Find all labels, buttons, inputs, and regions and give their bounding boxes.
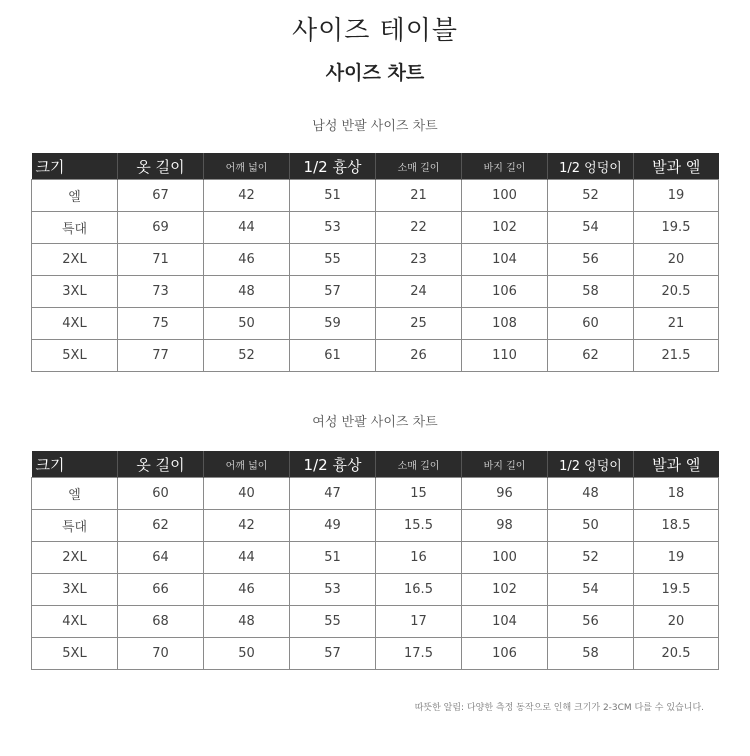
table-row	[32, 606, 719, 638]
header-pants-length: 바지 길이	[462, 451, 548, 478]
table-cell: 15.5	[376, 510, 462, 542]
table-cell: 50	[548, 510, 634, 542]
table-row	[32, 308, 719, 340]
table-row	[32, 638, 719, 670]
table-cell: 26	[376, 340, 462, 372]
header-length: 옷 길이	[118, 153, 204, 180]
table-cell: 62	[548, 340, 634, 372]
table-row	[32, 212, 719, 244]
page-title: 사이즈 테이블	[292, 16, 458, 46]
table-cell: 19.5	[634, 212, 719, 244]
table-cell: 20	[634, 244, 719, 276]
table-header-row	[32, 451, 719, 478]
women-table-caption: 여성 반팔 사이즈 차트	[312, 415, 438, 430]
table-cell: 108	[462, 308, 548, 340]
table-cell: 46	[204, 574, 290, 606]
table-cell: 5XL	[32, 340, 118, 372]
table-cell: 104	[462, 606, 548, 638]
table-cell: 20	[634, 606, 719, 638]
table-cell: 52	[204, 340, 290, 372]
table-cell: 48	[204, 606, 290, 638]
table-cell: 15	[376, 478, 462, 510]
table-cell: 4XL	[32, 606, 118, 638]
table-cell: 17.5	[376, 638, 462, 670]
men-table-caption: 남성 반팔 사이즈 차트	[312, 119, 438, 134]
header-size: 크기	[32, 451, 118, 478]
table-cell: 24	[376, 276, 462, 308]
table-row	[32, 542, 719, 574]
table-cell: 21	[634, 308, 719, 340]
header-shoulder: 어깨 넓이	[204, 153, 290, 180]
header-shoulder: 어깨 넓이	[204, 451, 290, 478]
table-cell: 73	[118, 276, 204, 308]
table-cell: 20.5	[634, 276, 719, 308]
table-cell: 96	[462, 478, 548, 510]
table-cell: 110	[462, 340, 548, 372]
table-cell: 52	[548, 542, 634, 574]
table-cell: 16.5	[376, 574, 462, 606]
table-cell: 23	[376, 244, 462, 276]
table-cell: 57	[290, 276, 376, 308]
table-cell: 50	[204, 308, 290, 340]
table-cell: 특대	[32, 510, 118, 542]
table-row	[32, 340, 719, 372]
table-cell: 62	[118, 510, 204, 542]
table-cell: 42	[204, 510, 290, 542]
table-cell: 70	[118, 638, 204, 670]
table-row	[32, 574, 719, 606]
footnote: 따뜻한 알림: 다양한 측정 동작으로 인해 크기가 2-3CM 다를 수 있습니다.	[414, 703, 704, 713]
table-cell: 46	[204, 244, 290, 276]
table-cell: 100	[462, 180, 548, 212]
table-cell: 21.5	[634, 340, 719, 372]
table-cell: 50	[204, 638, 290, 670]
table-cell: 엘	[32, 180, 118, 212]
table-cell: 20.5	[634, 638, 719, 670]
table-cell: 60	[548, 308, 634, 340]
header-bust: 1/2 흉상	[290, 153, 376, 180]
table-cell: 75	[118, 308, 204, 340]
table-cell: 48	[548, 478, 634, 510]
table-cell: 49	[290, 510, 376, 542]
table-cell: 77	[118, 340, 204, 372]
women-size-table	[31, 451, 719, 670]
header-foot: 발과 엘	[634, 451, 719, 478]
table-cell: 55	[290, 244, 376, 276]
header-hip: 1/2 엉덩이	[548, 153, 634, 180]
table-cell: 3XL	[32, 276, 118, 308]
table-cell: 57	[290, 638, 376, 670]
table-cell: 19	[634, 180, 719, 212]
table-cell: 53	[290, 212, 376, 244]
header-sleeve: 소매 길이	[376, 153, 462, 180]
table-cell: 특대	[32, 212, 118, 244]
table-header-row	[32, 153, 719, 180]
table-cell: 54	[548, 574, 634, 606]
table-cell: 68	[118, 606, 204, 638]
table-cell: 67	[118, 180, 204, 212]
header-size: 크기	[32, 153, 118, 180]
table-cell: 19.5	[634, 574, 719, 606]
table-cell: 5XL	[32, 638, 118, 670]
table-cell: 44	[204, 212, 290, 244]
table-row	[32, 180, 719, 212]
table-cell: 58	[548, 276, 634, 308]
table-cell: 22	[376, 212, 462, 244]
header-bust: 1/2 흉상	[290, 451, 376, 478]
table-cell: 55	[290, 606, 376, 638]
table-cell: 102	[462, 212, 548, 244]
table-cell: 17	[376, 606, 462, 638]
table-cell: 25	[376, 308, 462, 340]
table-cell: 71	[118, 244, 204, 276]
table-cell: 엘	[32, 478, 118, 510]
table-cell: 4XL	[32, 308, 118, 340]
men-size-table	[31, 153, 719, 372]
table-cell: 2XL	[32, 542, 118, 574]
table-cell: 106	[462, 638, 548, 670]
table-cell: 106	[462, 276, 548, 308]
table-cell: 69	[118, 212, 204, 244]
table-cell: 3XL	[32, 574, 118, 606]
table-cell: 19	[634, 542, 719, 574]
table-cell: 54	[548, 212, 634, 244]
table-cell: 61	[290, 340, 376, 372]
table-cell: 64	[118, 542, 204, 574]
page-subtitle: 사이즈 차트	[325, 62, 425, 84]
table-cell: 56	[548, 244, 634, 276]
table-cell: 56	[548, 606, 634, 638]
table-cell: 102	[462, 574, 548, 606]
table-cell: 47	[290, 478, 376, 510]
table-cell: 60	[118, 478, 204, 510]
table-cell: 21	[376, 180, 462, 212]
table-cell: 40	[204, 478, 290, 510]
table-cell: 53	[290, 574, 376, 606]
header-hip: 1/2 엉덩이	[548, 451, 634, 478]
table-cell: 100	[462, 542, 548, 574]
table-cell: 16	[376, 542, 462, 574]
table-cell: 52	[548, 180, 634, 212]
header-foot: 발과 엘	[634, 153, 719, 180]
table-row	[32, 244, 719, 276]
table-cell: 48	[204, 276, 290, 308]
table-cell: 44	[204, 542, 290, 574]
table-cell: 104	[462, 244, 548, 276]
table-cell: 18	[634, 478, 719, 510]
table-row	[32, 510, 719, 542]
table-row	[32, 276, 719, 308]
table-cell: 59	[290, 308, 376, 340]
table-cell: 58	[548, 638, 634, 670]
header-pants-length: 바지 길이	[462, 153, 548, 180]
table-cell: 66	[118, 574, 204, 606]
table-row	[32, 478, 719, 510]
table-cell: 2XL	[32, 244, 118, 276]
table-cell: 18.5	[634, 510, 719, 542]
table-cell: 51	[290, 542, 376, 574]
table-cell: 42	[204, 180, 290, 212]
table-cell: 51	[290, 180, 376, 212]
header-sleeve: 소매 길이	[376, 451, 462, 478]
table-cell: 98	[462, 510, 548, 542]
header-length: 옷 길이	[118, 451, 204, 478]
